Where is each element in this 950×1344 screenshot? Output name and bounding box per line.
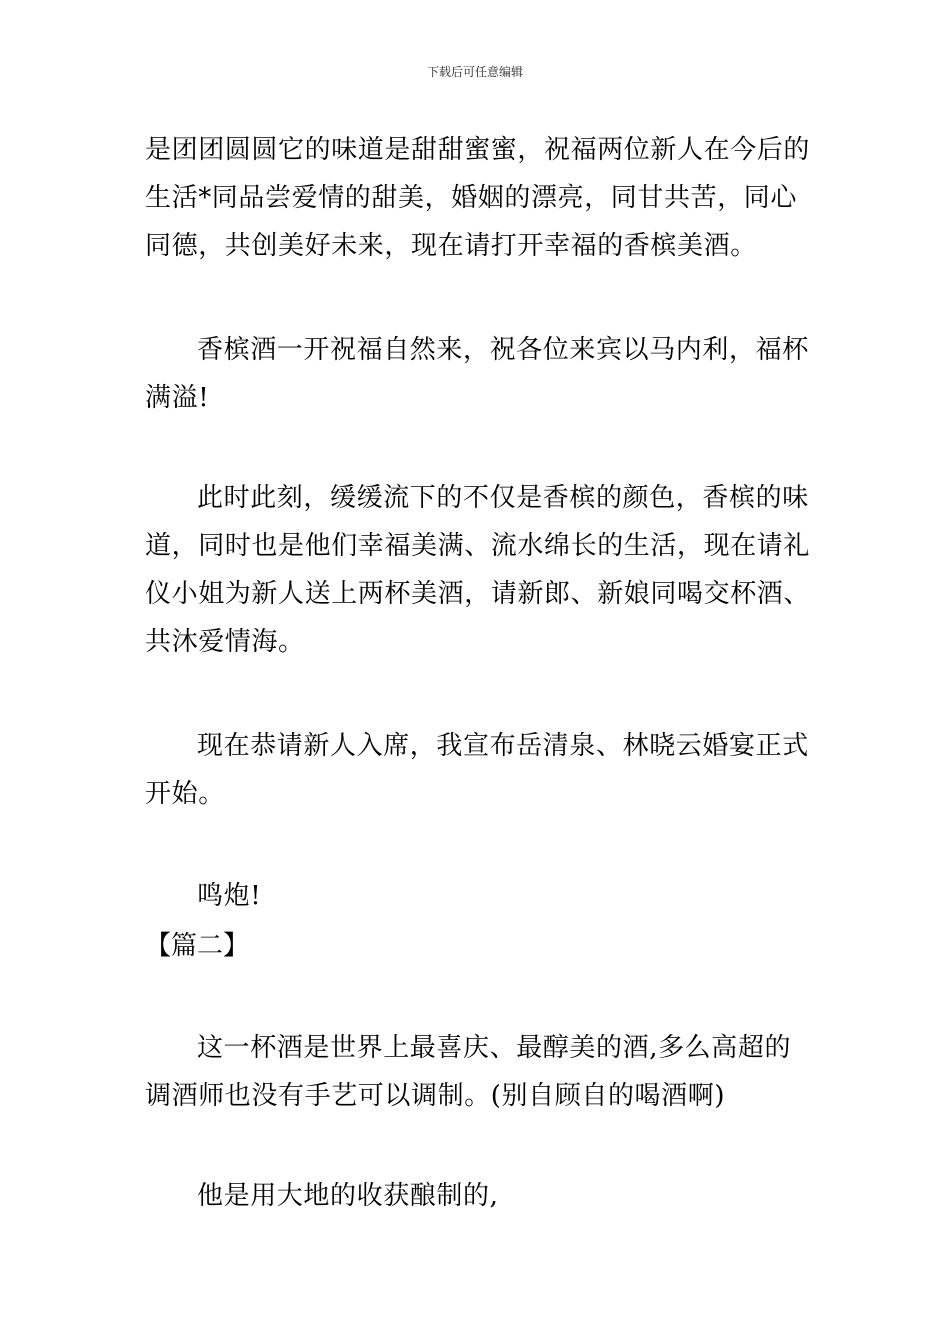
paragraph-firecrackers: 鸣炮!	[197, 881, 262, 911]
paragraph-this-moment: 此时此刻，缓缓流下的不仅是香槟的颜色，香槟的味道，同时也是他们幸福美满、流水绵长的生活，现在请礼仪小姐为新人送上两杯美酒，请新郎、新娘同喝交杯酒、共沐爱情海。	[145, 483, 811, 657]
paragraph-toast-blessing: 是团团圆圆它的味道是甜甜蜜蜜，祝福两位新人在今后的生活*同品尝爱情的甜美，婚姻的漂亮，同甘共苦，同心同德，共创美好未来，现在请打开幸福的香槟美酒。	[145, 135, 811, 261]
paragraph-champagne-open: 香槟酒一开祝福自然来，祝各位来宾以马内利，福杯满溢!	[145, 335, 809, 413]
paragraph-this-cup-of-wine: 这一杯酒是世界上最喜庆、最醇美的酒,多么高超的调酒师也没有手艺可以调制。(别自顾自的喝酒啊)	[145, 1033, 792, 1111]
paragraph-brewed-from-harvest: 他是用大地的收获酿制的,	[197, 1181, 499, 1211]
section-heading-part-two: 【篇二】	[145, 931, 250, 961]
paragraph-banquet-start: 现在恭请新人入席，我宣布岳清泉、林晓云婚宴正式开始。	[145, 731, 809, 809]
page-header: 下载后可任意编辑	[426, 65, 523, 79]
